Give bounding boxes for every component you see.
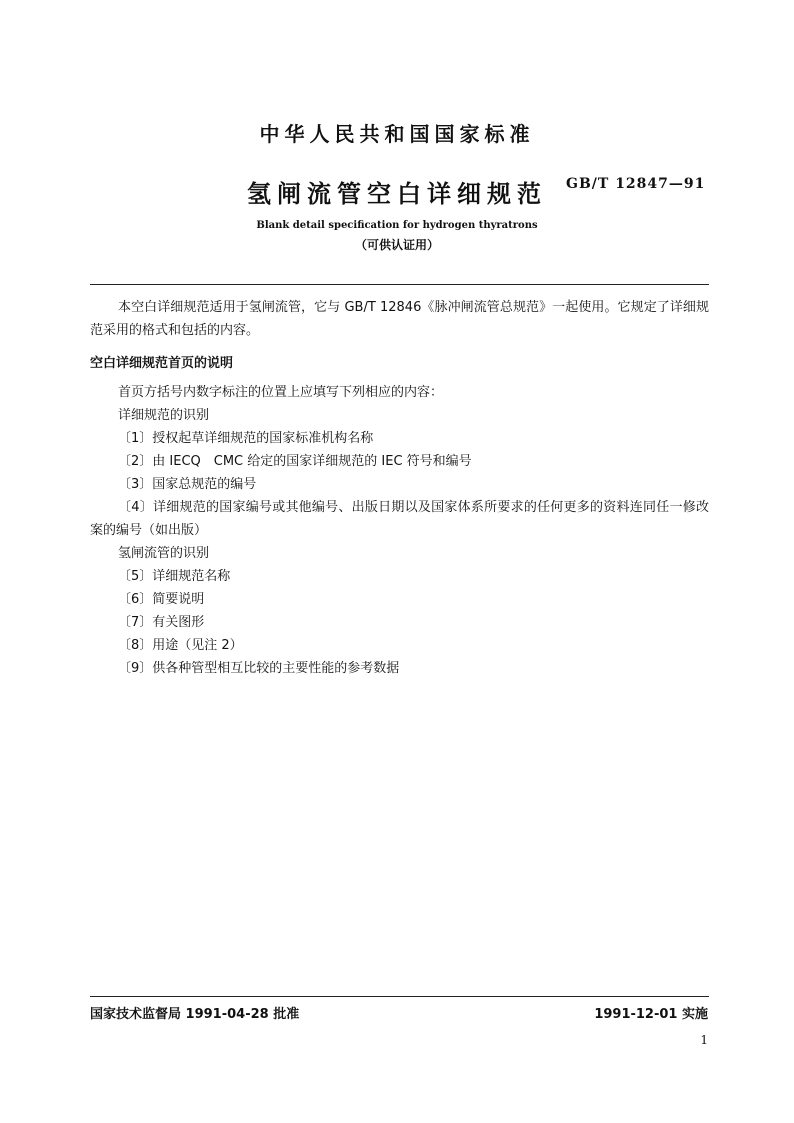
list-item-3: 〔3〕国家总规范的编号 (118, 477, 257, 492)
instruction-line: 首页方括号内数字标注的位置上应填写下列相应的内容： (118, 385, 444, 400)
certification-note: （可供认证用） (354, 238, 439, 252)
section-heading: 空白详细规范首页的说明 (90, 356, 234, 371)
document-title: 氢闸流管空白详细规范 (247, 180, 547, 208)
footer-divider (90, 996, 709, 997)
intro-paragraph: 本空白详细规范适用于氢闸流管，它与 GB/T 12846《脉冲闸流管总规范》一起使用。它规定了详细规范采用的格式和包括的内容。 (90, 300, 709, 338)
list-item-7: 〔7〕有关图形 (118, 615, 205, 630)
list-item-6: 〔6〕简要说明 (118, 592, 205, 607)
approval-info: 国家技术监督局 1991-04-28 批准 (90, 1007, 300, 1022)
list-item-9: 〔9〕供各种管型相互比较的主要性能的参考数据 (118, 661, 400, 676)
subheading-spec-identification: 详细规范的识别 (118, 408, 210, 423)
list-item-8: 〔8〕用途（见注 2） (118, 638, 243, 653)
standard-code: GB/T 12847—91 (566, 176, 706, 192)
list-item-4: 〔4〕详细规范的国家编号或其他编号、出版日期以及国家体系所要求的任何更多的资料连同任一修改案的编号（如出版） (90, 500, 709, 538)
subheading-thyratron-identification: 氢闸流管的识别 (118, 546, 210, 561)
list-item-1: 〔1〕授权起草详细规范的国家标准机构名称 (118, 431, 374, 446)
list-item-5: 〔5〕详细规范名称 (118, 569, 231, 584)
list-item-2: 〔2〕由 IECQ CMC 给定的国家详细规范的 IEC 符号和编号 (118, 454, 472, 469)
header-divider (90, 284, 709, 285)
page-number: 1 (700, 1033, 708, 1047)
english-title: Blank detail specification for hydrogen thyratrons (256, 220, 538, 231)
effective-date: 1991-12-01 实施 (594, 1007, 708, 1022)
national-standard-heading: 中华人民共和国国家标准 (259, 122, 535, 146)
